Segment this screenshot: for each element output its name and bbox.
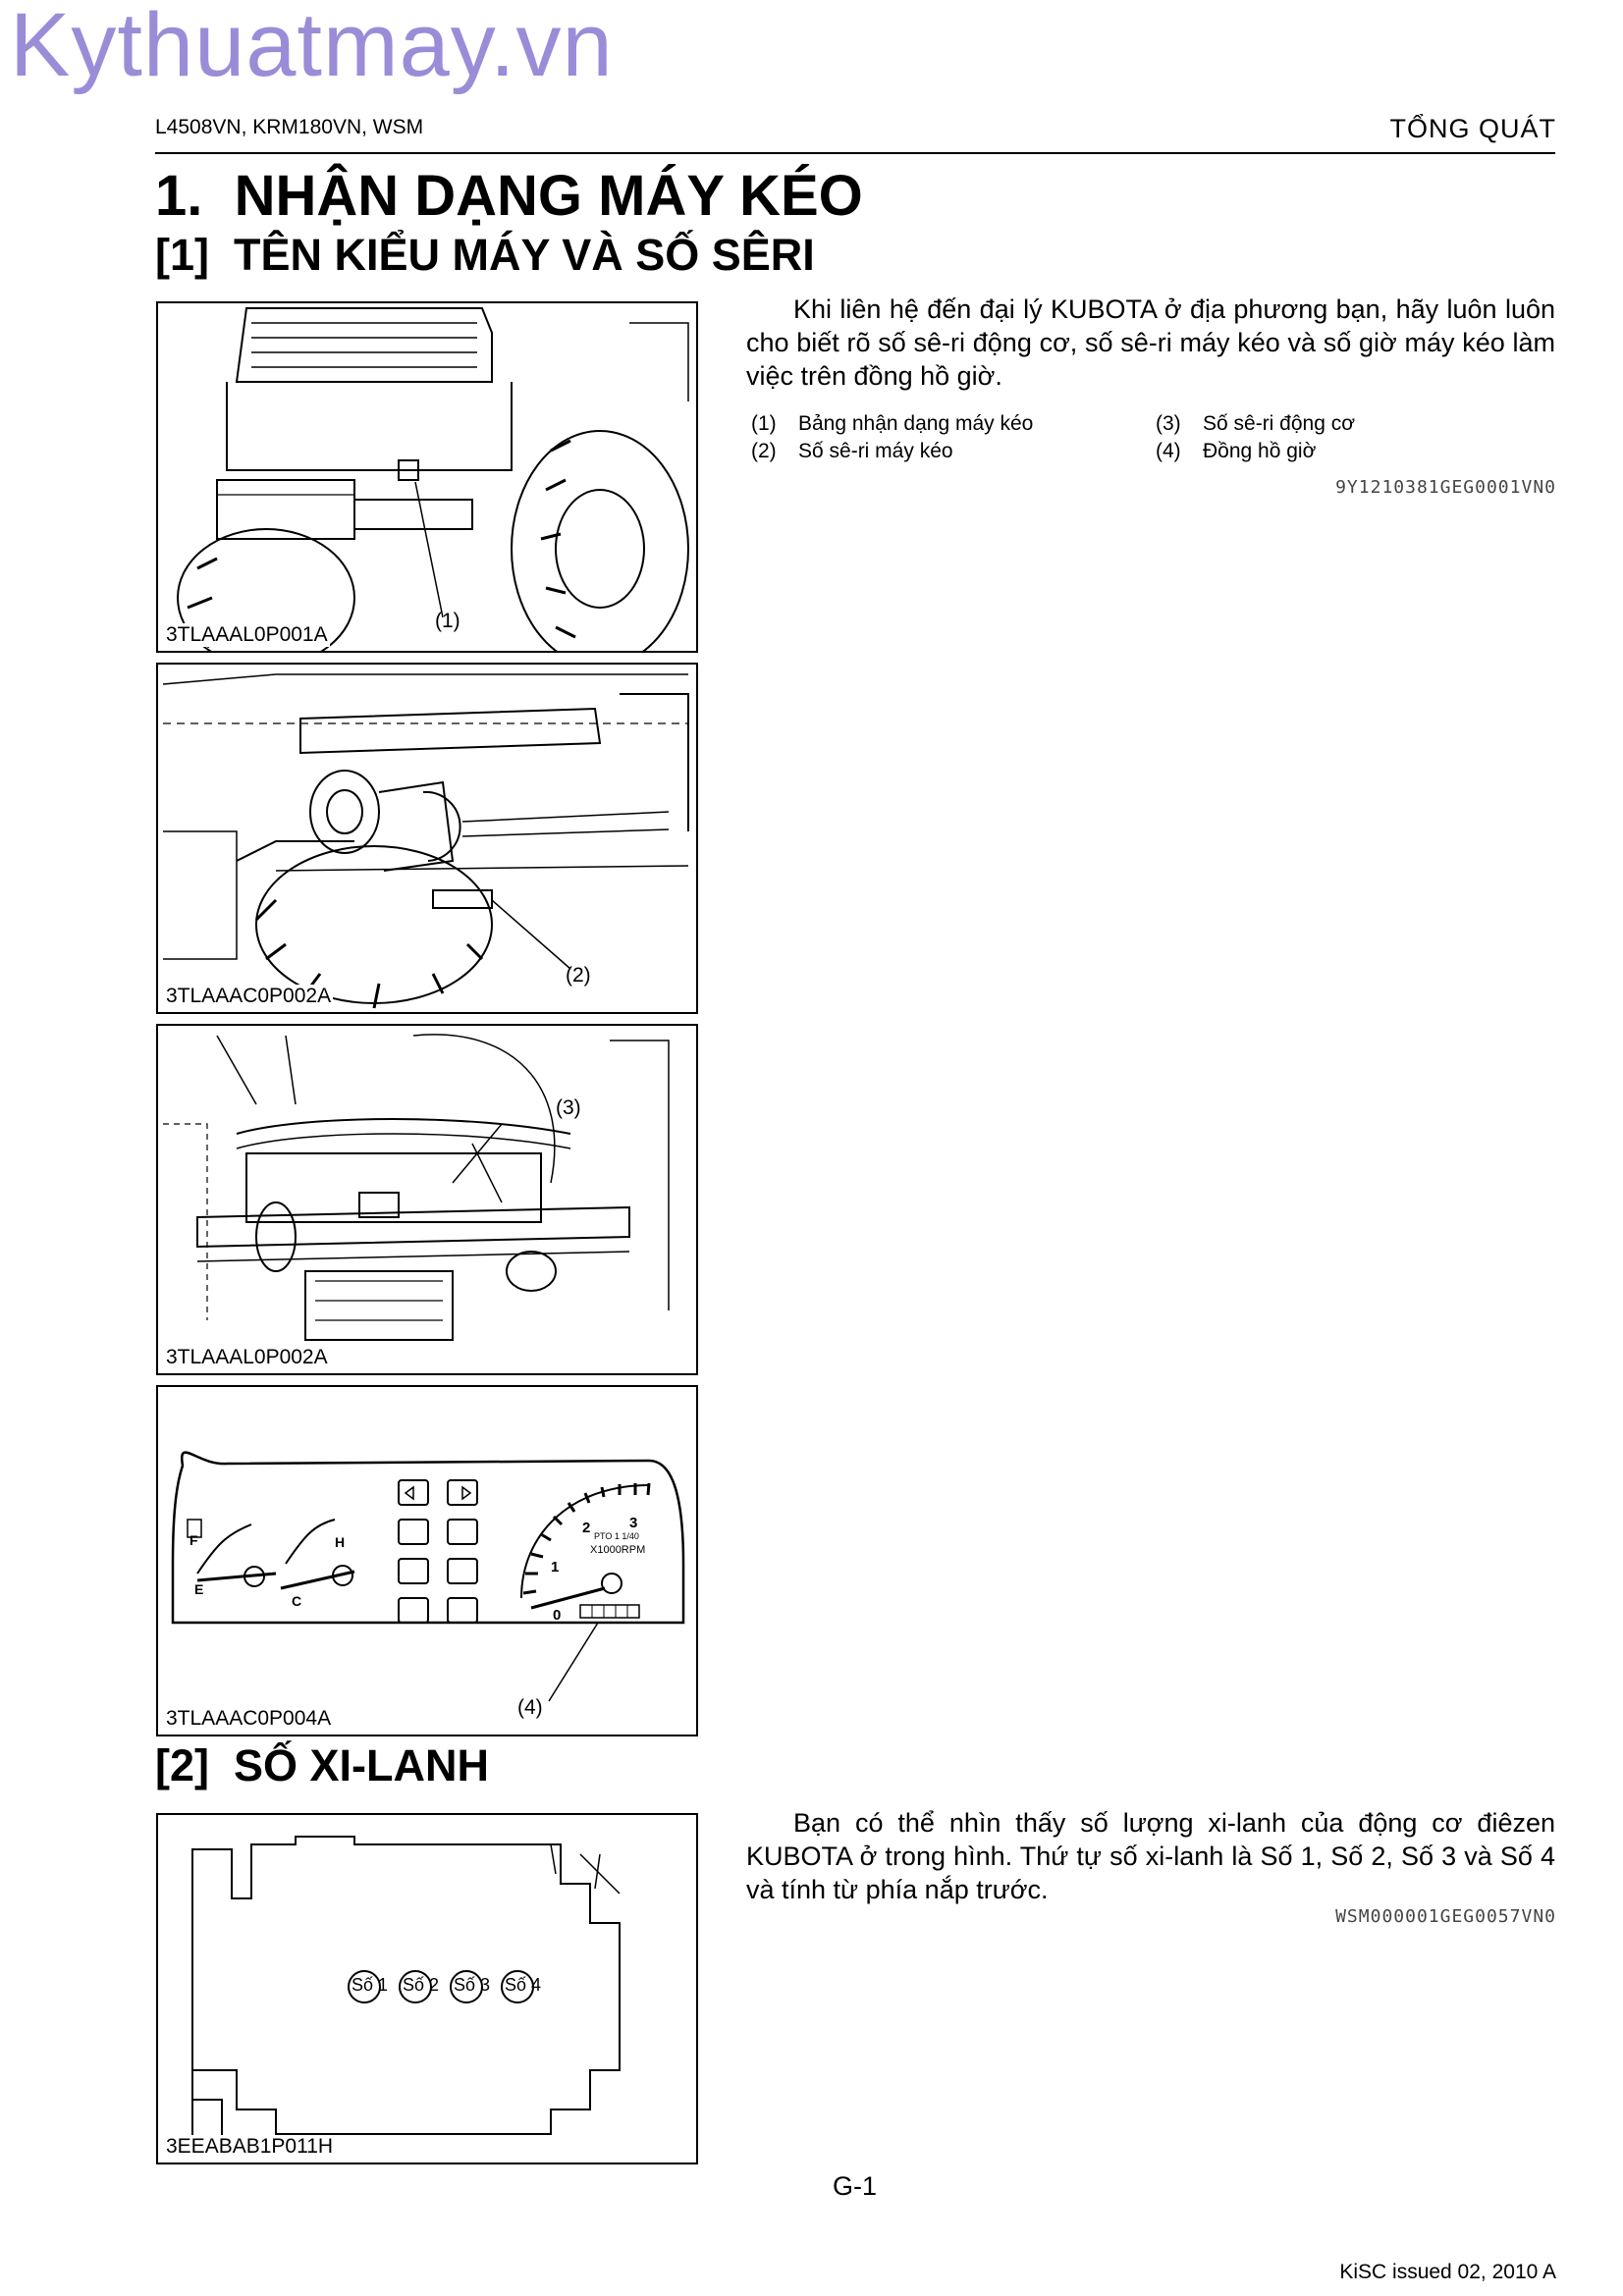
figure-code-1: 3TLAAAL0P001A: [166, 623, 328, 646]
reference-code-2: WSM000001GEG0057VN0: [1335, 1906, 1556, 1927]
header-section: TỔNG QUÁT: [1389, 114, 1556, 143]
callout-4: (4): [517, 1696, 543, 1719]
figure-code-3: 3TLAAAL0P002A: [166, 1346, 328, 1368]
subsection-title-1: [1] TÊN KIỂU MÁY VÀ SỐ SÊRI: [155, 230, 815, 280]
figure-code-2: 3TLAAAC0P002A: [166, 985, 332, 1007]
legend-item-4: (4) Đồng hồ giờ: [1156, 440, 1317, 462]
footer-issue: KiSC issued 02, 2010 A: [1339, 2261, 1556, 2283]
figure-engine-serial: [156, 1024, 698, 1375]
figure-tractor-id-plate: [156, 301, 698, 653]
subsection-title-2: [2] SỐ XI-LANH: [155, 1740, 490, 1790]
cylinder-1-label: Số 1: [352, 1975, 389, 1995]
page-number: G-1: [833, 2171, 878, 2201]
header-model: L4508VN, KRM180VN, WSM: [155, 116, 424, 138]
tach-1-label: 1: [551, 1559, 560, 1575]
cylinder-3-label: Số 3: [454, 1975, 491, 1995]
legend-item-2: (2) Số sê-ri máy kéo: [751, 440, 953, 462]
fuel-empty-label: E: [194, 1581, 204, 1597]
tach-2-label: 2: [582, 1520, 591, 1536]
figure-tractor-serial: [156, 663, 698, 1014]
figure-code-5: 3EEABAB1P011H: [166, 2135, 334, 2158]
fuel-full-label: F: [189, 1532, 198, 1548]
temp-hot-label: H: [335, 1534, 346, 1550]
cylinder-paragraph: Bạn có thể nhìn thấy số lượng xi-lanh của động cơ điêzen KUBOTA ở trong hình. Thứ tự số xi-lanh là Số 1, Số 2, Số 3 và Số 4 và tính từ phía nắp trước.: [746, 1808, 1555, 1904]
watermark: Kythuatmay.vn: [10, 0, 614, 95]
rpm-label: X1000RPM: [590, 1544, 646, 1556]
reference-code-1: 9Y1210381GEG0001VN0: [1335, 477, 1556, 498]
callout-2: (2): [566, 964, 591, 987]
cylinder-4-label: Số 4: [505, 1975, 542, 1995]
figure-cylinder-numbers: [156, 1813, 698, 2164]
pto-label: PTO 1 1/40: [594, 1531, 639, 1541]
header-rule: [155, 152, 1555, 154]
legend-item-1: (1) Bảng nhận dạng máy kéo: [751, 412, 1034, 435]
figure-code-4: 3TLAAAC0P004A: [166, 1707, 332, 1730]
legend-item-3: (3) Số sê-ri động cơ: [1156, 412, 1356, 435]
temp-cold-label: C: [292, 1593, 302, 1609]
cylinder-2-label: Số 2: [403, 1975, 440, 1995]
tach-0-label: 0: [553, 1607, 562, 1624]
callout-3: (3): [556, 1096, 581, 1119]
callout-1: (1): [435, 610, 460, 632]
tach-3-label: 3: [629, 1515, 638, 1531]
figure-hour-meter: [156, 1385, 698, 1736]
section-title: 1. NHẬN DẠNG MÁY KÉO: [155, 164, 863, 228]
model-serial-paragraph: Khi liên hệ đến đại lý KUBOTA ở địa phương bạn, hãy luôn luôn cho biết rõ số sê-ri động cơ, số sê-ri máy kéo và số giờ máy kéo làm việc trên đồng hồ giờ.: [746, 294, 1555, 391]
